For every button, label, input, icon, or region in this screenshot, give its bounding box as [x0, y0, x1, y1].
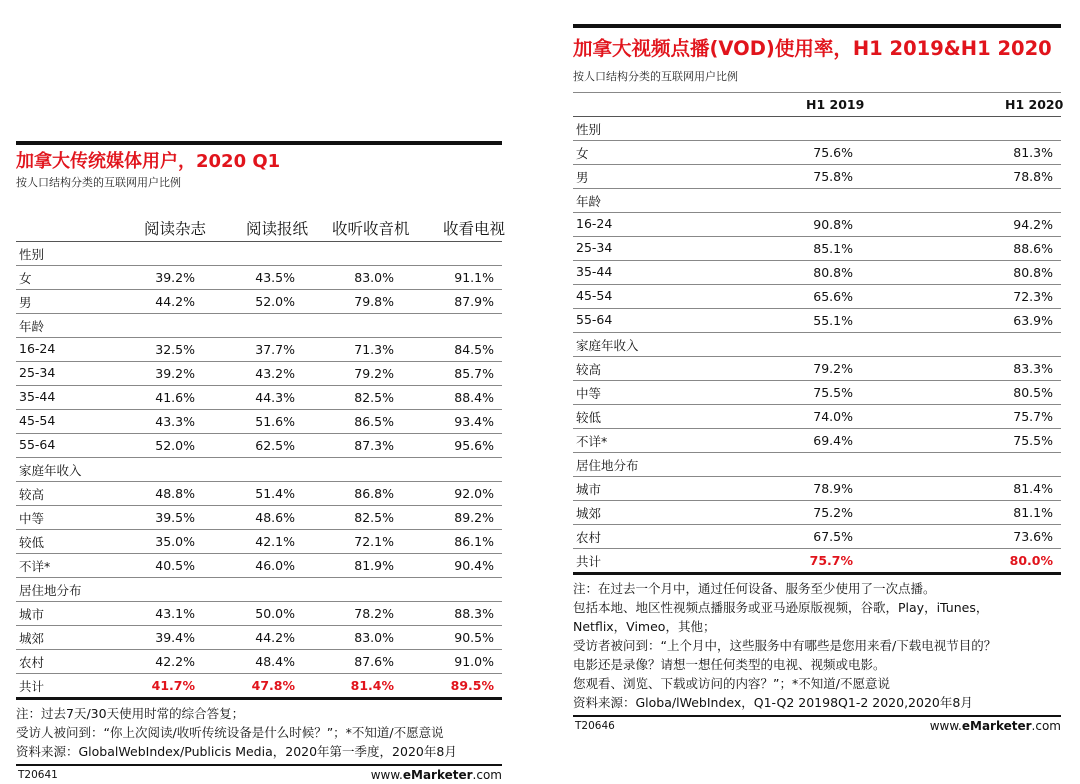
row-label: 农村 [576, 530, 602, 545]
cell-value: 32.5% [155, 342, 195, 357]
cell-value: 35.0% [155, 534, 195, 549]
cell-value: 75.7% [1013, 409, 1053, 424]
cell-value: 78.8% [1013, 169, 1053, 184]
cell-value: 81.3% [1013, 145, 1053, 160]
cell-value: 91.1% [454, 270, 494, 285]
cell-value: 89.2% [454, 510, 494, 525]
cell-value: 74.0% [813, 409, 853, 424]
row-label: 男 [576, 170, 589, 185]
cell-value: 71.3% [354, 342, 394, 357]
cell-value: 43.2% [255, 366, 295, 381]
row-label: 较高 [19, 487, 45, 502]
cell-value: 89.5% [450, 678, 494, 693]
cell-value: 80.0% [1009, 553, 1053, 568]
row-label: 35-44 [19, 389, 56, 404]
cell-value: 81.9% [354, 558, 394, 573]
cell-value: 75.7% [809, 553, 853, 568]
table-row [16, 626, 502, 650]
cell-value: 44.3% [255, 390, 295, 405]
table-row [16, 434, 502, 458]
cell-value: 88.4% [454, 390, 494, 405]
row-label: 农村 [19, 655, 45, 670]
row-label: 居住地分布 [19, 583, 82, 598]
row-label: 性别 [576, 122, 602, 137]
brand-logo: www.eMarketer.com [370, 768, 502, 782]
cell-value: 86.8% [354, 486, 394, 501]
cell-value: 82.5% [354, 510, 394, 525]
cell-value: 41.7% [151, 678, 195, 693]
cell-value: 83.0% [354, 270, 394, 285]
column-header: 收听收音机 [332, 220, 410, 238]
column-header: H1 2020 [1005, 97, 1064, 112]
section-header-row [573, 333, 1061, 357]
row-label: 共计 [576, 554, 602, 569]
note-line: 电影还是录像？请想一想任何类型的电视、视频或电影。 [573, 657, 886, 672]
row-label: 25-34 [576, 240, 613, 255]
right-table-panel [573, 24, 1064, 735]
footer [573, 719, 1061, 735]
section-header-row [16, 578, 502, 602]
cell-value: 79.8% [354, 294, 394, 309]
cell-value: 80.5% [1013, 385, 1053, 400]
cell-value: 63.9% [1013, 313, 1053, 328]
cell-value: 86.5% [354, 414, 394, 429]
cell-value: 55.1% [813, 313, 853, 328]
cell-value: 75.6% [813, 145, 853, 160]
cell-value: 92.0% [454, 486, 494, 501]
cell-value: 73.6% [1013, 529, 1053, 544]
cell-value: 47.8% [251, 678, 295, 693]
cell-value: 43.3% [155, 414, 195, 429]
cell-value: 44.2% [155, 294, 195, 309]
cell-value: 65.6% [813, 289, 853, 304]
row-label: 较高 [576, 362, 602, 377]
cell-value: 78.9% [813, 481, 853, 496]
cell-value: 90.5% [454, 630, 494, 645]
cell-value: 48.4% [255, 654, 295, 669]
table-row [573, 141, 1061, 165]
cell-value: 87.3% [354, 438, 394, 453]
cell-value: 80.8% [813, 265, 853, 280]
cell-value: 81.1% [1013, 505, 1053, 520]
section-header-row [16, 314, 502, 338]
brand-logo: www.eMarketer.com [929, 719, 1061, 733]
table-row [16, 650, 502, 674]
cell-value: 67.5% [813, 529, 853, 544]
note-line: Netflix，Vimeo，其他； [573, 619, 716, 634]
cell-value: 95.6% [454, 438, 494, 453]
cell-value: 52.0% [255, 294, 295, 309]
section-header-row [16, 242, 502, 266]
cell-value: 48.8% [155, 486, 195, 501]
footer-rule [16, 764, 502, 766]
cell-value: 72.1% [354, 534, 394, 549]
total-row [573, 549, 1061, 575]
cell-value: 94.2% [1013, 217, 1053, 232]
cell-value: 86.1% [454, 534, 494, 549]
row-label: 16-24 [19, 341, 56, 356]
cell-value: 48.6% [255, 510, 295, 525]
table-row [16, 410, 502, 434]
note-line: 注：过去7天/30天使用时常的综合答复； [16, 706, 245, 721]
cell-value: 75.2% [813, 505, 853, 520]
cell-value: 80.8% [1013, 265, 1053, 280]
note-line: 资料来源：GlobalWebIndex/Publicis Media，2020年第一季度，2020年8月 [16, 744, 457, 759]
footer [16, 768, 502, 784]
cell-value: 39.4% [155, 630, 195, 645]
row-label: 城郊 [576, 506, 602, 521]
cell-value: 41.6% [155, 390, 195, 405]
cell-value: 85.1% [813, 241, 853, 256]
table-row [16, 362, 502, 386]
table-row [573, 357, 1061, 381]
row-label: 女 [19, 271, 32, 286]
cell-value: 81.4% [350, 678, 394, 693]
table-row [573, 429, 1061, 453]
row-label: 城郊 [19, 631, 45, 646]
cell-value: 79.2% [354, 366, 394, 381]
chart-id: T20646 [575, 720, 615, 732]
table-body [573, 117, 1061, 575]
cell-value: 72.3% [1013, 289, 1053, 304]
table-row [573, 477, 1061, 501]
row-label: 45-54 [576, 288, 613, 303]
cell-value: 81.4% [1013, 481, 1053, 496]
cell-value: 75.5% [1013, 433, 1053, 448]
note-line: 注：在过去一个月中，通过任何设备、服务至少使用了一次点播。 [573, 581, 936, 596]
row-label: 年龄 [576, 194, 602, 209]
cell-value: 75.8% [813, 169, 853, 184]
cell-value: 39.2% [155, 270, 195, 285]
cell-value: 42.2% [155, 654, 195, 669]
note-line: 资料来源：Globa/lWebIndex，Q1-Q2 20198Q1-2 2020,2020年8月 [573, 695, 973, 710]
table-row [16, 530, 502, 554]
cell-value: 90.8% [813, 217, 853, 232]
row-label: 居住地分布 [576, 458, 639, 473]
table-row [16, 386, 502, 410]
cell-value: 84.5% [454, 342, 494, 357]
row-label: 城市 [19, 607, 45, 622]
cell-value: 79.2% [813, 361, 853, 376]
table-row [573, 165, 1061, 189]
column-header: 阅读杂志 [144, 220, 207, 238]
cell-value: 88.3% [454, 606, 494, 621]
table-row [573, 285, 1061, 309]
chart-id: T20641 [18, 769, 58, 781]
row-label: 不详* [19, 559, 51, 574]
row-label: 家庭年收入 [576, 338, 639, 353]
table-row [573, 405, 1061, 429]
cell-value: 83.0% [354, 630, 394, 645]
cell-value: 62.5% [255, 438, 295, 453]
row-label: 中等 [576, 386, 602, 401]
cell-value: 52.0% [155, 438, 195, 453]
panel-subtitle: 按人口结构分类的互联网用户比例 [573, 70, 738, 83]
footer-rule [573, 715, 1061, 717]
table-body [16, 242, 502, 700]
cell-value: 40.5% [155, 558, 195, 573]
panel-subtitle: 按人口结构分类的互联网用户比例 [16, 176, 181, 189]
cell-value: 87.6% [354, 654, 394, 669]
left-table-panel [16, 141, 506, 784]
column-header-row [573, 92, 1064, 117]
cell-value: 91.0% [454, 654, 494, 669]
total-row [16, 674, 502, 700]
cell-value: 39.2% [155, 366, 195, 381]
cell-value: 43.1% [155, 606, 195, 621]
column-header: H1 2019 [806, 97, 865, 112]
notes [16, 704, 502, 761]
cell-value: 78.2% [354, 606, 394, 621]
column-header: 收看电视 [443, 220, 506, 238]
row-label: 不详* [576, 434, 608, 449]
cell-value: 88.6% [1013, 241, 1053, 256]
table-row [16, 290, 502, 314]
cell-value: 69.4% [813, 433, 853, 448]
table-row [573, 525, 1061, 549]
row-label: 25-34 [19, 365, 56, 380]
table-row [16, 338, 502, 362]
top-rule [16, 141, 502, 145]
row-label: 较低 [576, 410, 602, 425]
table-row [16, 506, 502, 530]
note-line: 受访者被问到：“上个月中，这些服务中有哪些是您用来看/下载电视节目的？ [573, 638, 997, 653]
cell-value: 51.6% [255, 414, 295, 429]
cell-value: 46.0% [255, 558, 295, 573]
row-label: 城市 [576, 482, 602, 497]
section-header-row [573, 117, 1061, 141]
cell-value: 93.4% [454, 414, 494, 429]
notes [573, 579, 1061, 712]
cell-value: 83.3% [1013, 361, 1053, 376]
row-label: 男 [19, 295, 32, 310]
table-row [573, 213, 1061, 237]
row-label: 55-64 [576, 312, 613, 327]
column-header-row [16, 211, 506, 242]
row-label: 共计 [19, 679, 45, 694]
table-row [573, 381, 1061, 405]
cell-value: 50.0% [255, 606, 295, 621]
table-row [573, 309, 1061, 333]
row-label: 35-44 [576, 264, 613, 279]
panel-title: 加拿大传统媒体用户，2020 Q1 [16, 151, 281, 172]
cell-value: 85.7% [454, 366, 494, 381]
cell-value: 37.7% [255, 342, 295, 357]
cell-value: 44.2% [255, 630, 295, 645]
row-label: 女 [576, 146, 589, 161]
row-label: 55-64 [19, 437, 56, 452]
cell-value: 42.1% [255, 534, 295, 549]
cell-value: 82.5% [354, 390, 394, 405]
panel-title: 加拿大视频点播(VOD)使用率，H1 2019&H1 2020 [573, 37, 1052, 60]
cell-value: 90.4% [454, 558, 494, 573]
table-row [16, 482, 502, 506]
table-row [16, 554, 502, 578]
section-header-row [16, 458, 502, 482]
note-line: 受访人被问到：“你上次阅读/收听传统设备是什么时候？”；*不知道/不愿意说 [16, 725, 444, 740]
row-label: 16-24 [576, 216, 613, 231]
top-rule [573, 24, 1061, 28]
row-label: 中等 [19, 511, 45, 526]
cell-value: 75.5% [813, 385, 853, 400]
table-row [16, 266, 502, 290]
note-line: 包括本地、地区性视频点播服务或亚马逊原版视频，谷歌，Play，iTunes， [573, 600, 989, 615]
table-row [573, 261, 1061, 285]
cell-value: 51.4% [255, 486, 295, 501]
table-row [573, 501, 1061, 525]
table-row [573, 237, 1061, 261]
section-header-row [573, 453, 1061, 477]
cell-value: 43.5% [255, 270, 295, 285]
table-row [16, 602, 502, 626]
row-label: 年龄 [19, 319, 45, 334]
cell-value: 87.9% [454, 294, 494, 309]
note-line: 您观看、浏览、下载或访问的内容？”；*不知道/不愿意说 [573, 676, 890, 691]
column-header: 阅读报纸 [246, 220, 309, 238]
row-label: 较低 [19, 535, 45, 550]
cell-value: 39.5% [155, 510, 195, 525]
row-label: 性别 [19, 247, 45, 262]
section-header-row [573, 189, 1061, 213]
row-label: 45-54 [19, 413, 56, 428]
row-label: 家庭年收入 [19, 463, 82, 478]
